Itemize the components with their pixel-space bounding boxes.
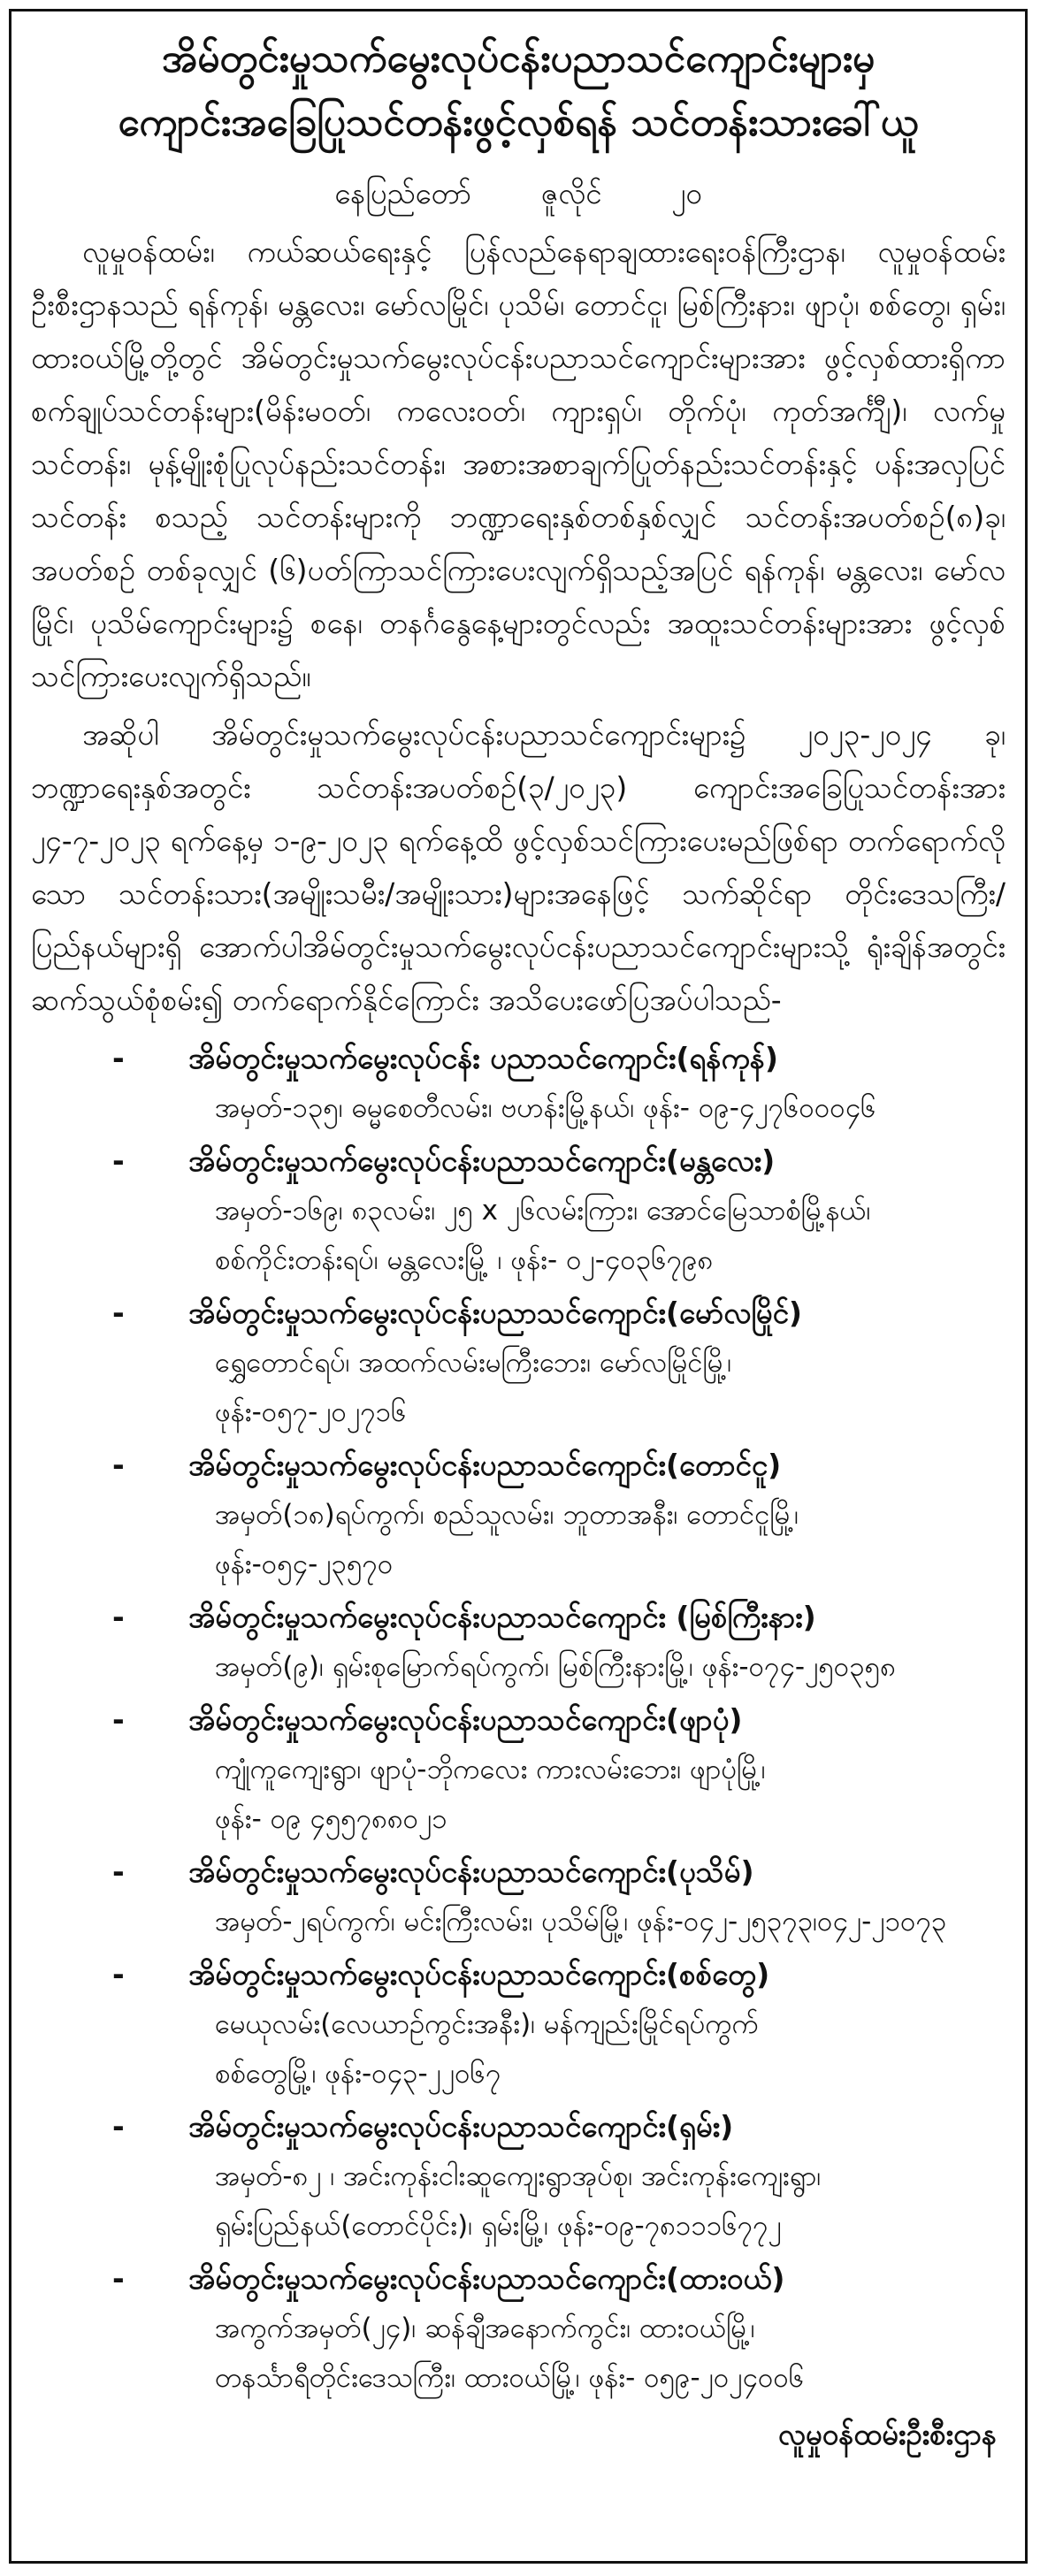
list-bullet: - (112, 2109, 125, 2144)
title-line-2: ကျောင်းအခြေပြုသင်တန်းဖွင့်လှစ်ရန် သင်တန်းသားခေါ်ယူ (118, 100, 919, 145)
school-entry (31, 2102, 1006, 2251)
list-bullet: - (112, 1448, 125, 1482)
list-bullet: - (112, 1957, 125, 1991)
school-entry (31, 1695, 1006, 1844)
school-entry (31, 1593, 1006, 1692)
school-address-line: အမှတ်(၁၈)ရပ်ကွက်၊ စည်သူလမ်း၊ ဘူတာအနီး၊ တောင်ငူမြို့၊ (215, 1499, 799, 1531)
school-entry (31, 1950, 1006, 2098)
school-address-line: မေယုလမ်း(လေယာဉ်ကွင်းအနီး)၊ မန်ကျည်းမြိုင်ရပ်ကွက် (215, 2008, 760, 2040)
dateline (31, 167, 1006, 220)
school-address-line: ဖုန်း-၀၅၄-၂၃၅၇၀ (215, 1548, 394, 1580)
signature: လူမှုဝန်ထမ်းဦးစီးဌာန (777, 2417, 997, 2451)
dateline-place: နေပြည်တော် (334, 176, 472, 210)
school-address-line: ရွှေတောင်ရပ်၊ အထက်လမ်းမကြီးဘေး၊ မော်လမြိုင်မြို့၊ (215, 1347, 732, 1379)
school-address-line: အမှတ်-၈၂ ၊ အင်းကုန်းငါးဆူကျေးရွာအုပ်စု၊ အင်းကုန်းကျေးရွာ၊ (215, 2160, 822, 2192)
school-name: အိမ်တွင်းမှုသက်မွေးလုပ်ငန်းပညာသင်ကျောင်း(စစ်တွေ) (188, 1957, 770, 1991)
school-address-line: အမှတ်(၉)၊ ရှမ်းစုမြောက်ရပ်ကွက်၊ မြစ်ကြီးနားမြို့၊ ဖုန်း-၀၇၄-၂၅၀၃၅၈ (215, 1651, 896, 1683)
school-name: အိမ်တွင်းမှုသက်မွေးလုပ်ငန်းပညာသင်ကျောင်း (မြစ်ကြီးနား) (188, 1600, 816, 1634)
paragraph-1: လူမှုဝန်ထမ်း၊ ကယ်ဆယ်ရေးနှင့် ပြန်လည်နေရာချထားရေးဝန်ကြီးဌာန၊ လူမှုဝန်ထမ်းဦးစီးဌာနသည် ရန်ကုန်၊ မန္တလေး၊ မော်လမြိုင်၊ ပုသိမ်၊ တောင်ငူ၊ မြစ်ကြီးနား၊ ဖျာပုံ၊ စစ်တွေ၊ ရှမ်း၊ ထားဝယ်မြို့တို့တွင် အိမ်တွင်းမှုသက်မွေးလုပ်ငန်းပညာသင်ကျောင်းများအား ဖွင့်လှစ်ထားရှိကာ စက်ချုပ်သင်တန်းများ(မိန်းမဝတ်၊ ကလေးဝတ်၊ ကျားရှပ်၊ တိုက်ပုံ၊ ကုတ်အင်္ကျီ)၊ လက်မှုသင်တန်း၊ မုန့်မျိုးစုံပြုလုပ်နည်းသင်တန်း၊ အစားအစာချက်ပြုတ်နည်းသင်တန်းနှင့် ပန်းအလှပြင်သင်တန်း စသည့် သင်တန်းများကို ဘဏ္ဍာရေးနှစ်တစ်နှစ်လျှင် သင်တန်းအပတ်စဉ်(၈)ခု၊ အပတ်စဉ် တစ်ခုလျှင် (၆)ပတ်ကြာသင်ကြားပေးလျက်ရှိသည့်အပြင် ရန်ကုန်၊ မန္တလေး၊ မော်လမြိုင်၊ ပုသိမ်ကျောင်းများ၌ စနေ၊ တနင်္ဂနွေနေ့များတွင်လည်း အထူးသင်တန်းများအား ဖွင့်လှစ်သင်ကြားပေးလျက်ရှိသည်။ (31, 234, 1006, 693)
school-entry (31, 1847, 1006, 1946)
school-list (31, 1034, 1006, 2403)
school-name: အိမ်တွင်းမှုသက်မွေးလုပ်ငန်းပညာသင်ကျောင်း(တောင်ငူ) (188, 1448, 782, 1482)
school-entry (31, 1034, 1006, 1133)
school-name: အိမ်တွင်းမှုသက်မွေးလုပ်ငန်းပညာသင်ကျောင်း(ပုသိမ်) (188, 1854, 754, 1889)
school-address-line: အမှတ်-၁၃၅၊ ဓမ္မစေတီလမ်း၊ ဗဟန်းမြို့နယ်၊ ဖုန်း- ၀၉-၄၂၇၆၀၀၀၄၆ (215, 1092, 876, 1124)
school-address-line: အမှတ်-၂ရပ်ကွက်၊ မင်းကြီးလမ်း၊ ပုသိမ်မြို့၊ ဖုန်း-၀၄၂-၂၅၃၇၃၊၀၄၂-၂၁၀၇၃ (215, 1906, 947, 1938)
dateline-day: ၂၀ (670, 176, 702, 210)
school-entry (31, 1288, 1006, 1437)
notice-body (31, 27, 1006, 2545)
list-bullet: - (112, 1702, 125, 1737)
list-bullet: - (112, 1854, 125, 1889)
notice-frame (9, 9, 1028, 2564)
school-name: အိမ်တွင်းမှုသက်မွေးလုပ်ငန်း ပညာသင်ကျောင်း(ရန်ကုန်) (188, 1041, 778, 1075)
school-address-line: စစ်ကိုင်းတန်းရပ်၊ မန္တလေးမြို့ ၊ ဖုန်း- ၀၂-၄၀၃၆၇၉၈ (215, 1244, 714, 1276)
school-address-line: ရှမ်းပြည်နယ်(တောင်ပိုင်း)၊ ရှမ်းမြို့၊ ဖုန်း-၀၉-၇၈၁၁၁၆၇၇၂ (215, 2210, 782, 2242)
list-bullet: - (112, 1041, 125, 1075)
notice-title (31, 27, 1006, 155)
school-address-line: ဖုန်း- ၀၉ ၄၅၅၇၈၈၀၂၁ (215, 1803, 447, 1835)
school-address-line: ကျုံကူကျေးရွာ၊ ဖျာပုံ-ဘိုကလေး ကားလမ်းဘေး၊ ဖျာပုံမြို့၊ (215, 1754, 766, 1785)
school-name: အိမ်တွင်းမှုသက်မွေးလုပ်ငန်းပညာသင်ကျောင်း(ထားဝယ်) (188, 2261, 785, 2296)
school-address-line: အမှတ်-၁၆၉၊ ၈၃လမ်း၊ ၂၅ x ၂၆လမ်းကြား၊ အောင်မြေသာစံမြို့နယ်၊ (215, 1195, 871, 1227)
school-name: အိမ်တွင်းမှုသက်မွေးလုပ်ငန်းပညာသင်ကျောင်း(ဖျာပုံ) (188, 1702, 743, 1737)
school-name: အိမ်တွင်းမှုသက်မွေးလုပ်ငန်းပညာသင်ကျောင်း(ရှမ်း) (188, 2109, 734, 2144)
title-line-1: အိမ်တွင်းမှုသက်မွေးလုပ်ငန်းပညာသင်ကျောင်းများမှ (161, 36, 876, 81)
school-entry (31, 1136, 1006, 1285)
school-address-line: ဖုန်း-၀၅၇-၂၀၂၇၁၆ (215, 1396, 407, 1428)
list-bullet: - (112, 2261, 125, 2296)
school-name: အိမ်တွင်းမှုသက်မွေးလုပ်ငန်းပညာသင်ကျောင်း(မန္တလေး) (188, 1143, 776, 1178)
school-entry (31, 1441, 1006, 1589)
list-bullet: - (112, 1143, 125, 1178)
school-entry (31, 2254, 1006, 2403)
school-address-line: တနင်္သာရီတိုင်းဒေသကြီး၊ ထားဝယ်မြို့၊ ဖုန်း- ၀၅၉-၂၀၂၄၀၀၆ (215, 2362, 805, 2394)
list-bullet: - (112, 1296, 125, 1330)
list-bullet: - (112, 1600, 125, 1634)
school-name: အိမ်တွင်းမှုသက်မွေးလုပ်ငန်းပညာသင်ကျောင်း(မော်လမြိုင်) (188, 1296, 802, 1330)
school-address-line: စစ်တွေမြို့၊ ဖုန်း-၀၄၃-၂၂၀၆၇ (215, 2058, 501, 2090)
dateline-month: ဇူလိုင် (540, 176, 602, 210)
school-address-line: အကွက်အမှတ်(၂၄)၊ ဆန်ချီအနောက်ကွင်း၊ ထားဝယ်မြို့၊ (215, 2312, 755, 2344)
paragraph-2: အဆိုပါ အိမ်တွင်းမှုသက်မွေးလုပ်ငန်းပညာသင်ကျောင်းများ၌ ၂၀၂၃-၂၀၂၄ ခု၊ ဘဏ္ဍာရေးနှစ်အတွင်း သင်တန်းအပတ်စဉ်(၃/၂၀၂၃) ကျောင်းအခြေပြုသင်တန်းအား ၂၄-၇-၂၀၂၃ ရက်နေ့မှ ၁-၉-၂၀၂၃ ရက်နေ့ထိ ဖွင့်လှစ်သင်ကြားပေးမည်ဖြစ်ရာ တက်ရောက်လိုသော သင်တန်းသား(အမျိုးသမီး/အမျိုးသား)များအနေဖြင့် သက်ဆိုင်ရာ တိုင်းဒေသကြီး/ ပြည်နယ်များရှိ အောက်ပါအိမ်တွင်းမှုသက်မွေးလုပ်ငန်းပညာသင်ကျောင်းများသို့ ရုံးချိန်အတွင်း ဆက်သွယ်စုံစမ်း၍ တက်ရောက်နိုင်ကြောင်း အသိပေးဖော်ပြအပ်ပါသည်- (31, 717, 1006, 1017)
